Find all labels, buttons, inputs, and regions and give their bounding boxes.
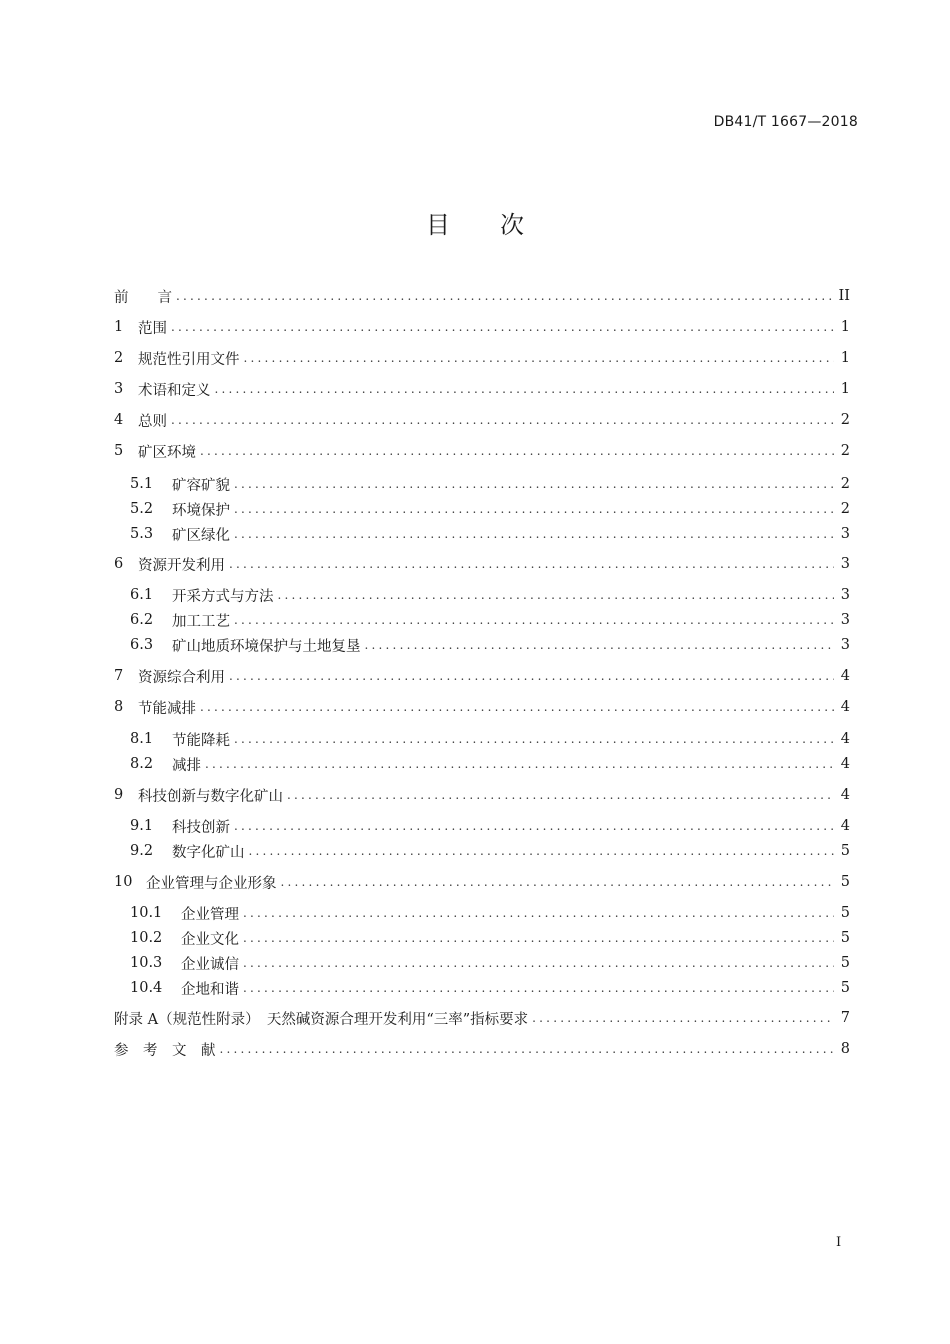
toc-entry-title: 附录 A（规范性附录） 天然碱资源合理开发利用“三率”指标要求 <box>114 1011 529 1028</box>
toc-entry-page: 4 <box>840 787 850 803</box>
toc-entry-number: 10 <box>114 874 133 890</box>
toc-entry-page: 5 <box>840 905 850 921</box>
toc-entry-title: 企业管理与企业形象 <box>146 875 277 892</box>
toc-leader-dots <box>244 347 835 369</box>
toc-leader-dots <box>234 473 834 495</box>
toc-entry-page: 2 <box>840 412 850 428</box>
toc-entry[interactable] <box>114 665 850 687</box>
toc-entry-title: 科技创新与数字化矿山 <box>138 788 283 805</box>
toc-entry-number: 5 <box>114 443 124 459</box>
toc-leader-dots <box>287 784 834 806</box>
toc-title-char-1: 目 <box>426 211 450 239</box>
toc-leader-dots <box>171 409 834 431</box>
toc-entry-number: 7 <box>114 668 124 684</box>
toc-entry-number: 9.2 <box>130 843 154 859</box>
toc-entry-title: 总则 <box>138 413 167 430</box>
toc-entry-title: 节能降耗 <box>172 732 230 749</box>
toc-leader-dots <box>229 553 834 575</box>
toc-entry-page: 7 <box>840 1010 850 1026</box>
toc-leader-dots <box>278 584 835 606</box>
toc-leader-dots <box>234 815 834 837</box>
toc-entry-page: 4 <box>840 699 850 715</box>
toc-entry-number: 5.1 <box>130 476 154 492</box>
toc-leader-dots <box>243 902 834 924</box>
toc-leader-dots <box>532 1007 834 1029</box>
toc-leader-dots <box>171 316 834 338</box>
toc-leader-dots <box>215 378 835 400</box>
toc-entry[interactable] <box>130 902 850 924</box>
toc-entry-page: 2 <box>840 501 850 517</box>
toc-entry[interactable] <box>114 440 850 462</box>
toc-entry[interactable] <box>130 977 850 999</box>
toc-leader-dots <box>229 665 834 687</box>
toc-entry[interactable] <box>114 347 850 369</box>
toc-entry-title: 企业诚信 <box>181 956 239 973</box>
toc-leader-dots <box>234 609 834 631</box>
toc-entry-page: 4 <box>840 668 850 684</box>
toc-entry-title: 术语和定义 <box>138 382 211 399</box>
toc-leader-dots <box>249 840 835 862</box>
toc-entry[interactable] <box>114 1007 850 1029</box>
toc-entry[interactable] <box>114 696 850 718</box>
toc-leader-dots <box>243 952 834 974</box>
toc-entry-number: 9 <box>114 787 124 803</box>
toc-entry-number: 8 <box>114 699 124 715</box>
toc-leader-dots <box>365 634 835 656</box>
toc-entry-number: 2 <box>114 350 124 366</box>
toc-entry-title: 企业管理 <box>181 906 239 923</box>
toc-entry[interactable] <box>114 1038 850 1060</box>
toc-entry-page: 3 <box>840 587 850 603</box>
toc-leader-dots <box>205 753 834 775</box>
toc-leader-dots <box>243 977 834 999</box>
document-code: DB41/T 1667—2018 <box>713 114 858 130</box>
toc-entry-page: 3 <box>840 526 850 542</box>
toc-entry[interactable] <box>114 285 850 307</box>
toc-entry-title: 矿区绿化 <box>172 527 230 544</box>
toc-entry-title: 范围 <box>138 320 167 337</box>
toc-entry[interactable] <box>130 498 850 520</box>
toc-entry-page: 5 <box>840 955 850 971</box>
toc-entry-page: 3 <box>840 637 850 653</box>
toc-entry-page: 5 <box>840 980 850 996</box>
toc-entry-number: 6.2 <box>130 612 154 628</box>
toc-entry-title: 开采方式与方法 <box>172 588 274 605</box>
toc-entry[interactable] <box>130 609 850 631</box>
toc-entry-page: 4 <box>840 818 850 834</box>
toc-entry-title: 前 言 <box>114 289 172 306</box>
toc-entry-title: 环境保护 <box>172 502 230 519</box>
toc-leader-dots <box>234 498 834 520</box>
toc-entry-number: 10.2 <box>130 930 163 946</box>
toc-entry[interactable] <box>130 584 850 606</box>
toc-entry[interactable] <box>114 553 850 575</box>
toc-entry[interactable] <box>114 871 850 893</box>
toc-leader-dots <box>200 440 834 462</box>
toc-entry[interactable] <box>130 634 850 656</box>
toc-entry-title: 矿容矿貌 <box>172 477 230 494</box>
toc-entry-number: 6.1 <box>130 587 154 603</box>
toc-entry-number: 10.4 <box>130 980 163 996</box>
toc-entry-page: 3 <box>840 556 850 572</box>
toc-entry-number: 1 <box>114 319 124 335</box>
toc-entry[interactable] <box>114 378 850 400</box>
toc-entry[interactable] <box>130 840 850 862</box>
toc-entry-title: 减排 <box>172 757 201 774</box>
toc-entry[interactable] <box>130 815 850 837</box>
toc-leader-dots <box>281 871 835 893</box>
toc-entry-number: 4 <box>114 412 124 428</box>
toc-entry-page: 5 <box>840 874 850 890</box>
toc-entry[interactable] <box>114 409 850 431</box>
toc-leader-dots <box>234 523 834 545</box>
toc-entry-title: 规范性引用文件 <box>138 351 240 368</box>
toc-entry-title: 科技创新 <box>172 819 230 836</box>
toc-entry-page: 1 <box>840 319 850 335</box>
toc-entry-page: 4 <box>840 731 850 747</box>
toc-entry-page: 4 <box>840 756 850 772</box>
toc-entry[interactable] <box>130 927 850 949</box>
toc-entry-number: 8.1 <box>130 731 154 747</box>
toc-entry[interactable] <box>130 952 850 974</box>
toc-entry-title: 矿山地质环境保护与土地复垦 <box>172 638 361 655</box>
toc-title <box>0 205 950 240</box>
toc-entry[interactable] <box>130 728 850 750</box>
toc-entry-number: 6 <box>114 556 124 572</box>
toc-entry-page: 1 <box>840 381 850 397</box>
toc-entry[interactable] <box>130 523 850 545</box>
toc-entry-title: 资源综合利用 <box>138 669 225 686</box>
page-number: I <box>836 1235 842 1250</box>
toc-entry-page: 1 <box>840 350 850 366</box>
toc-leader-dots <box>176 285 834 307</box>
toc-entry-title: 矿区环境 <box>138 444 196 461</box>
toc-entry-page: 3 <box>840 612 850 628</box>
toc-entry-title: 加工工艺 <box>172 613 230 630</box>
toc-entry-title: 参 考 文 献 <box>114 1042 216 1059</box>
toc-entry-page: 5 <box>840 930 850 946</box>
toc-entry-number: 9.1 <box>130 818 154 834</box>
toc-leader-dots <box>220 1038 835 1060</box>
toc-entry-title: 节能减排 <box>138 700 196 717</box>
toc-entry-title: 数字化矿山 <box>172 844 245 861</box>
toc-entry[interactable] <box>114 316 850 338</box>
toc-entry[interactable] <box>130 753 850 775</box>
toc-entry-number: 3 <box>114 381 124 397</box>
toc-leader-dots <box>200 696 834 718</box>
toc-entry-number: 10.3 <box>130 955 163 971</box>
toc-leader-dots <box>243 927 834 949</box>
toc-entry-page: 2 <box>840 443 850 459</box>
toc-entry-title: 资源开发利用 <box>138 557 225 574</box>
toc-entry-title: 企业文化 <box>181 931 239 948</box>
toc-entry-number: 5.2 <box>130 501 154 517</box>
toc-entry-page: II <box>838 288 850 304</box>
toc-leader-dots <box>234 728 834 750</box>
toc-entry-page: 8 <box>840 1041 850 1057</box>
toc-entry[interactable] <box>114 784 850 806</box>
toc-entry-page: 2 <box>840 476 850 492</box>
toc-entry-number: 5.3 <box>130 526 154 542</box>
toc-entry-number: 6.3 <box>130 637 154 653</box>
toc-entry-title: 企地和谐 <box>181 981 239 998</box>
toc-entry-number: 8.2 <box>130 756 154 772</box>
toc-entry-page: 5 <box>840 843 850 859</box>
toc-entry-number: 10.1 <box>130 905 163 921</box>
toc-title-char-2: 次 <box>500 211 524 239</box>
toc-entry[interactable] <box>130 473 850 495</box>
